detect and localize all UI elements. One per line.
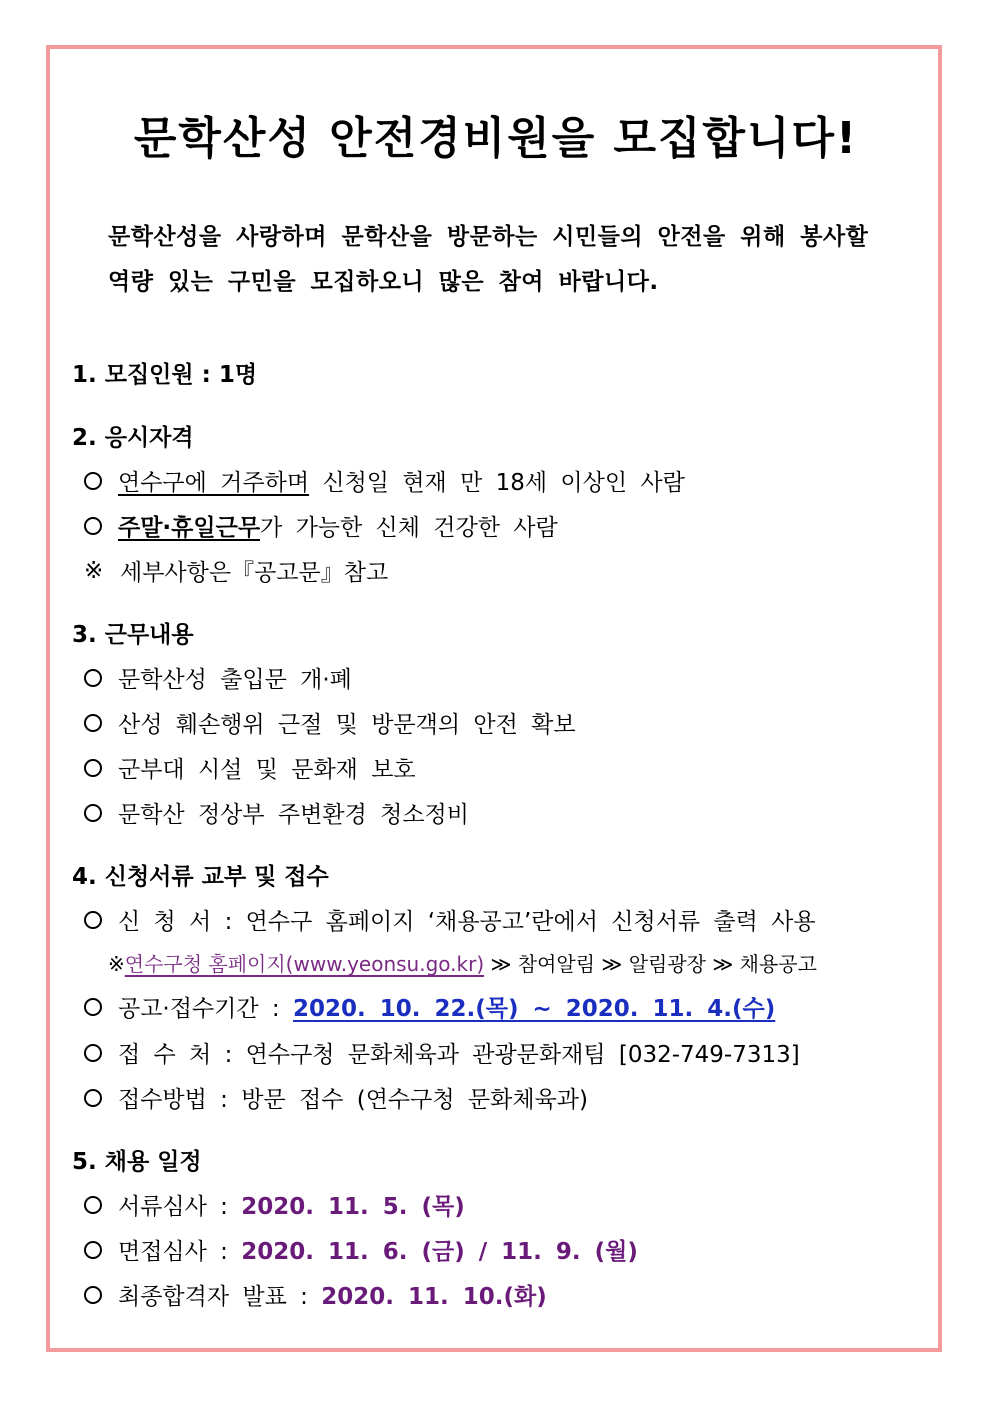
list-item xyxy=(84,1036,800,1069)
circle-bullet-icon xyxy=(84,472,102,490)
schedule-label: 면접심사 : xyxy=(118,1239,242,1265)
list-item xyxy=(84,1188,465,1221)
circle-bullet-icon xyxy=(84,759,102,777)
schedule-label: 서류심사 : xyxy=(118,1194,242,1220)
list-item xyxy=(84,661,352,694)
weekend-work-requirement: 주말·휴일근무 xyxy=(118,515,261,541)
circle-bullet-icon xyxy=(84,804,102,822)
section-5-heading: 5. 채용 일정 xyxy=(72,1149,202,1175)
list-item xyxy=(84,706,576,739)
menu-path-text: ≫ 참여알림 ≫ 알림광장 ≫ 채용공고 xyxy=(484,952,817,976)
schedule-date: 2020. 11. 5. (목) xyxy=(241,1194,465,1220)
circle-bullet-icon xyxy=(84,1044,102,1062)
list-item xyxy=(84,990,775,1023)
section-3-heading: 3. 근무내용 xyxy=(72,622,194,648)
homepage-link[interactable]: 연수구청 홈페이지(www.yeonsu.go.kr) xyxy=(124,952,485,976)
section-1-heading: 1. 모집인원 : 1명 xyxy=(72,362,258,388)
duty-text: 문학산 정상부 주변환경 청소정비 xyxy=(118,802,469,828)
circle-bullet-icon xyxy=(84,998,102,1016)
circle-bullet-icon xyxy=(84,517,102,535)
health-requirement: 가 가능한 신체 건강한 사람 xyxy=(260,515,558,541)
reference-mark-icon: ※ xyxy=(84,557,104,584)
page-title: 문학산성 안전경비원을 모집합니다! xyxy=(133,113,859,164)
list-item xyxy=(84,796,469,829)
list-item xyxy=(84,464,685,497)
duty-text: 문학산성 출입문 개·폐 xyxy=(118,667,352,693)
contact-text: 접 수 처 : 연수구청 문화체육과 관광문화재팀 [032-749-7313] xyxy=(118,1042,800,1068)
circle-bullet-icon xyxy=(84,1089,102,1107)
list-item xyxy=(84,1081,588,1114)
period-label: 공고·접수기간 : xyxy=(118,996,293,1022)
section-2-heading: 2. 응시자격 xyxy=(72,425,194,451)
note-text: 세부사항은『공고문』참고 xyxy=(120,560,389,586)
schedule-date: 2020. 11. 6. (금) / 11. 9. (월) xyxy=(241,1239,638,1265)
circle-bullet-icon xyxy=(84,1196,102,1214)
intro-line-2: 역량 있는 구민을 모집하오니 많은 참여 바랍니다. xyxy=(108,269,659,295)
reference-mark-icon: ※ xyxy=(108,952,125,976)
list-item xyxy=(84,751,416,784)
schedule-label: 최종합격자 발표 : xyxy=(118,1284,322,1310)
circle-bullet-icon xyxy=(84,669,102,687)
schedule-date: 2020. 11. 10.(화) xyxy=(321,1284,547,1310)
period-value: 2020. 10. 22.(목) ~ 2020. 11. 4.(수) xyxy=(293,996,776,1022)
method-text: 접수방법 : 방문 접수 (연수구청 문화체육과) xyxy=(118,1087,588,1113)
age-requirement: 신청일 현재 만 18세 이상인 사람 xyxy=(309,470,685,496)
list-item xyxy=(84,1233,638,1266)
application-form-text: 신 청 서 : 연수구 홈페이지 ‘채용공고’란에서 신청서류 출력 사용 xyxy=(118,909,816,935)
homepage-path xyxy=(108,948,817,977)
list-item xyxy=(84,903,816,936)
section-4-heading: 4. 신청서류 교부 및 접수 xyxy=(72,864,329,890)
circle-bullet-icon xyxy=(84,1286,102,1304)
circle-bullet-icon xyxy=(84,1241,102,1259)
intro-line-1: 문학산성을 사랑하며 문학산을 방문하는 시민들의 안전을 위해 봉사할 xyxy=(108,224,869,250)
duty-text: 군부대 시설 및 문화재 보호 xyxy=(118,757,416,783)
list-item xyxy=(84,1278,547,1311)
circle-bullet-icon xyxy=(84,911,102,929)
note xyxy=(84,554,388,587)
circle-bullet-icon xyxy=(84,714,102,732)
residence-requirement: 연수구에 거주하며 xyxy=(118,470,310,496)
duty-text: 산성 훼손행위 근절 및 방문객의 안전 확보 xyxy=(118,712,576,738)
list-item xyxy=(84,509,558,542)
